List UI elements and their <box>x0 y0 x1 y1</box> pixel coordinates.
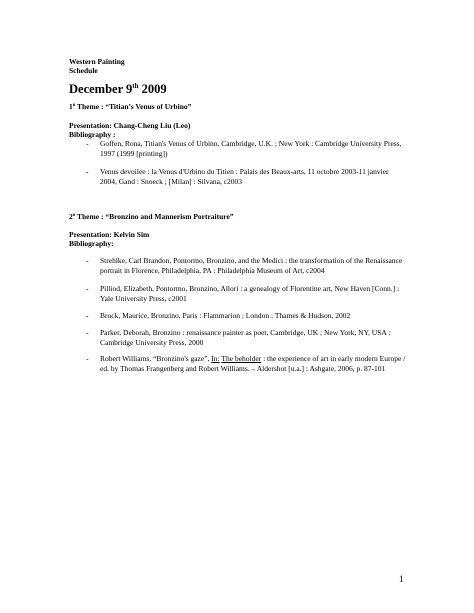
theme-1-number: 1 <box>69 102 73 111</box>
session-date <box>69 82 167 97</box>
theme-2-bib-item <box>86 284 406 303</box>
theme-2-bib-item <box>86 311 406 321</box>
date-ordinal-suffix: th <box>132 82 139 90</box>
theme-2-bib-item <box>86 354 406 373</box>
theme-1-bibliography-label: Bibliography : <box>69 130 116 139</box>
bullet-dash: - <box>86 256 89 265</box>
theme-2-presentation: Presentation: Kelvin Sim <box>69 230 150 239</box>
theme-2-number: 2 <box>69 212 73 221</box>
theme-2-ordinal: o <box>72 213 76 218</box>
theme-2-heading <box>69 212 234 221</box>
bullet-dash: - <box>86 284 89 293</box>
bullet-dash: - <box>86 354 89 363</box>
bib-entry-text: Pilliod, Elizabeth, Pontormo, Bronzino, Allori : a genealogy of Florentine art, New Haven [Conn.] : Yale University Press, c2001 <box>100 284 400 303</box>
theme-1-bib-item <box>86 139 406 158</box>
theme-1-ordinal: o <box>72 103 76 108</box>
theme-2-label: Theme : “Bronzino and Mannerism Portraiture” <box>75 212 234 221</box>
bib-text-before: Robert Williams, “Bronzino's gaze”, <box>100 354 212 363</box>
theme-1-label: Theme : “Titian’s Venus of Urbino” <box>75 102 192 111</box>
bib-entry-text <box>100 354 406 373</box>
bib-entry-text: Strehlke, Carl Brandon, Pontormo, Bronzino, and the Medici : the transformation of the Renaissance portrait in Florence, Philadelphia, PA : Philadelphia Museum of Art, c2004 <box>100 256 403 275</box>
bullet-dash: - <box>86 167 89 176</box>
theme-1-heading <box>69 102 191 111</box>
bib-entry-text: Parker, Deborah, Bronzino : renaissance painter as poet, Cambridge, UK ; New York, NY, USA : Cambridge University Press, 2000 <box>100 328 391 347</box>
theme-2-bib-item <box>86 328 406 347</box>
theme-1-presentation: Presentation: Chang-Cheng Liu (Leo) <box>69 121 191 130</box>
theme-1-bib-item <box>86 167 406 186</box>
course-title: Western Painting <box>69 57 125 66</box>
bullet-dash: - <box>86 311 89 320</box>
bib-book-title: The beholder <box>221 354 262 363</box>
page-number: 1 <box>399 574 404 584</box>
bullet-dash: - <box>86 139 89 148</box>
bib-in-label: In: <box>211 354 220 363</box>
theme-2-bibliography-label: Bibliography: <box>69 239 114 248</box>
date-year: 2009 <box>138 82 167 96</box>
date-prefix: December 9 <box>69 82 133 96</box>
bib-entry-text: Goffen, Rona, Titian's Venus of Urbino, Cambridge, U.K. ; New York : Cambridge University Press, 1997 (1999 [printing]) <box>100 139 402 158</box>
bib-entry-text: Brock, Maurice, Bronzino, Paris : Flammarion ; London : Thames & Hudson, 2002 <box>100 311 351 320</box>
bullet-dash: - <box>86 328 89 337</box>
schedule-subtitle: Schedule <box>69 66 98 75</box>
theme-2-bib-item <box>86 256 406 275</box>
bib-text-after: : the experience of art in early modern Europe / ed. by Thomas Frangenberg and Robert Williams. – Aldershot [u.a.] : Ashgate, 2006, p. 87-101 <box>100 354 406 373</box>
bib-entry-text: Venus devoilee : la Venus d'Urbino du Titien : Palais des Beaux-arts, 11 octobre 2003-11 janvier 2004, Gand : Snoeck ; [Milan] : Silvana, c2003 <box>100 167 389 186</box>
